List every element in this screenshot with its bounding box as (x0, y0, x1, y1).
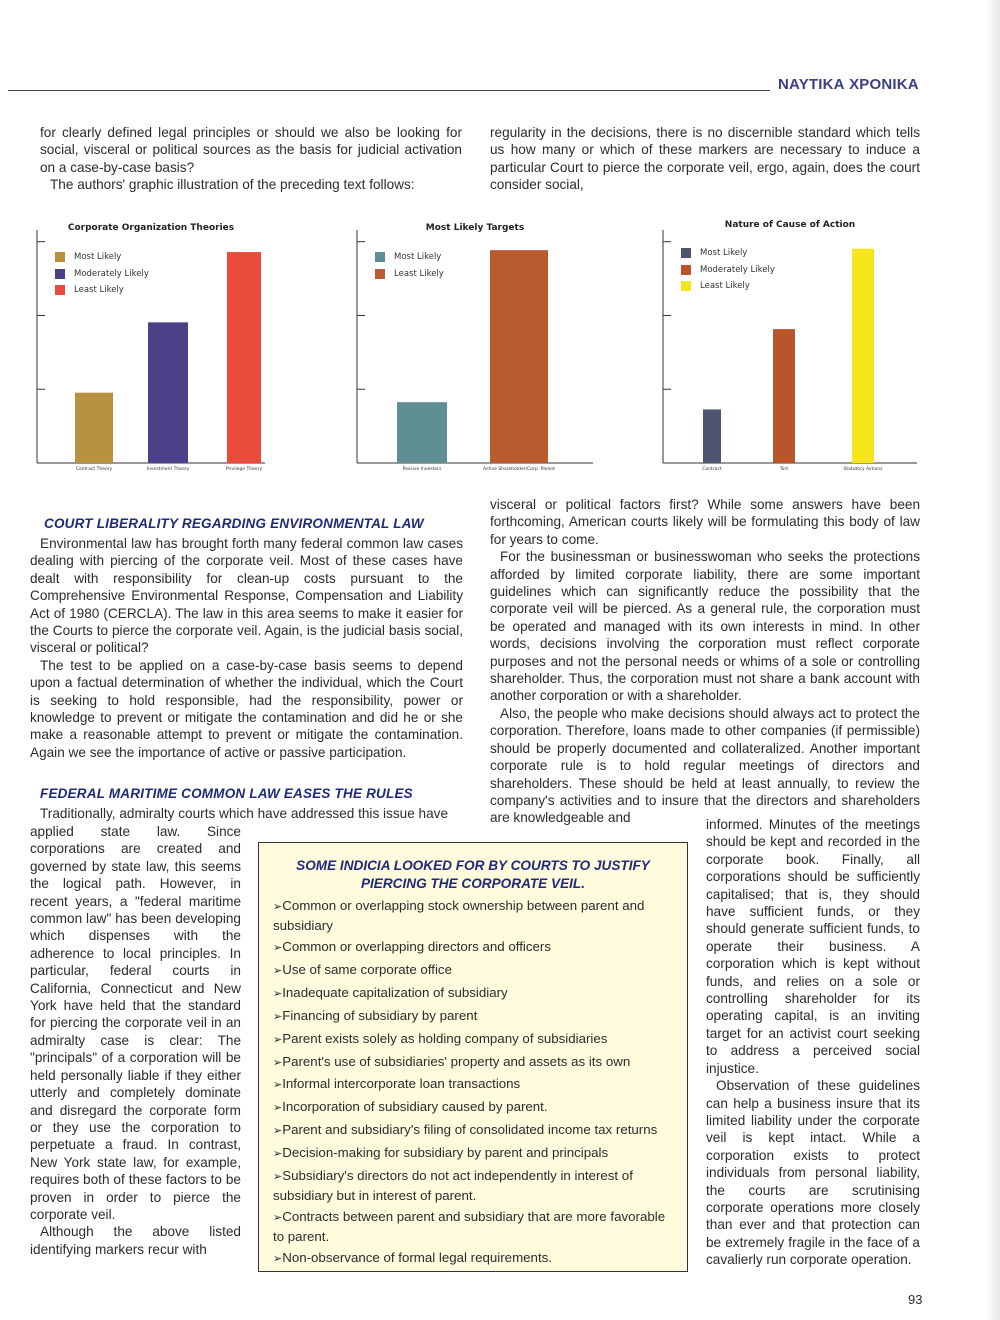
legend-label: Most Likely (394, 252, 442, 263)
indicia-item (273, 1075, 677, 1095)
body-paragraph: informed. Minutes of the meetings should be kept and recorded in the corporate book. Finally, all corporations should be sufficiently capitalised; that is, they should have sufficient funds, or they should generate sufficient funds, to operate their business. A corporation which is kept without funds, and relies on a sole or controlling shareholder for its operating capital, is an inviting target for an activist court seeking to address a perceived social injustice. (706, 817, 920, 1076)
arrow-bullet-icon: ➢ (273, 1033, 283, 1046)
indicia-item-text: Parent and subsidiary's filing of consolidated income tax returns (282, 1122, 658, 1138)
legend-label: Most Likely (74, 252, 122, 263)
arrow-bullet-icon: ➢ (273, 1148, 283, 1161)
intro-left-column (40, 124, 462, 194)
right-column-upper (490, 496, 920, 827)
indicia-item-text: Parent exists solely as holding company of subsidiaries (282, 1030, 608, 1046)
chart-legend (375, 249, 444, 282)
body-paragraph: Also, the people who make decisions should always act to protect the corporation. Therefore, loans made to other companies (if permissible) should be properly documented and collateralized. Another important corporate rule is to hold regular meetings of directors and shareholders. These should be held at least annually, to review the company's activities and to insure that the directors and shareholders are knowledgeable and (490, 705, 920, 826)
chart-nature-of-cause-of-action (661, 218, 919, 472)
body-paragraph: Observation of these guidelines can help a business insure that its limited liability under the corporate veil is kept intact. While a corporation exists to protect individuals from personal liability, the courts are scrutinising corporate operations more closely than ever and that protection can be extremely fragile in the face of a cavalierly run corporate operation. (706, 1078, 920, 1268)
legend-swatch (681, 248, 691, 258)
indicia-item-text: Parent's use of subsidiaries' property and assets as its own (282, 1053, 631, 1069)
body-paragraph: applied state law. Since corporations are created and governed by state law, this seems the logical path. However, in recent years, a "federal maritime common law" has been developing which dispenses with the adherence to local principles. In particular, federal courts in California, Connecticut and New York have held that the standard for piercing the corporate veil in an admiralty case is clear: The "principals" of a corporation will be held personally liable if they either utterly and completely dominate and disregard the corporate form or they use the corporation to perpetuate a fraud. In contrast, New York state law, for example, requires both of these factors to be proven in order to pierce the corporate veil. (30, 824, 241, 1222)
header-rule (8, 90, 770, 91)
arrow-bullet-icon: ➢ (273, 1125, 283, 1138)
intro-left-paragraph-2: The authors' graphic illustration of the preceding text follows: (50, 177, 415, 193)
x-tick-label: Contract (702, 467, 722, 472)
indicia-item-text: Non-observance of formal legal requirements. (282, 1249, 552, 1265)
indicia-item (273, 1030, 677, 1050)
bar (773, 329, 795, 463)
indicia-box (258, 842, 688, 1272)
maritime-intro-line (30, 805, 463, 822)
arrow-bullet-icon: ➢ (273, 901, 283, 913)
x-tick-label: Passive Investors (402, 467, 442, 472)
x-tick-label: Privilege Theory (225, 467, 263, 472)
legend-label: Moderately Likely (74, 268, 149, 279)
body-paragraph: Although the above listed identifying markers recur with (30, 1224, 241, 1257)
x-tick-label: Tort (779, 467, 789, 472)
bar (397, 402, 447, 463)
arrow-bullet-icon: ➢ (273, 987, 283, 1000)
chart-legend (55, 249, 149, 299)
x-tick-label: Active Shareholder/Corp. Parent (482, 467, 556, 472)
chart-corporate-organization-theories (35, 218, 267, 476)
bar (490, 250, 548, 463)
indicia-item-text: Subsidiary's directors do not act independently in interest of subsidiary but in interest of parent. (273, 1168, 633, 1204)
chart-title: Corporate Organization Theories (67, 223, 235, 233)
indicia-item-text: Common or overlapping directors and officers (282, 938, 551, 954)
indicia-item (273, 1144, 677, 1164)
legend-swatch (55, 285, 65, 295)
legend-swatch (375, 252, 385, 262)
indicia-item (273, 1121, 677, 1141)
page-number: 93 (908, 1292, 923, 1307)
indicia-item (273, 1007, 677, 1027)
bar (148, 322, 188, 463)
chart-title: Nature of Cause of Action (724, 220, 856, 230)
x-tick-label: Investment Theory (146, 467, 190, 472)
x-tick-label: Statutory Actions (843, 467, 883, 472)
legend-label: Moderately Likely (700, 264, 775, 275)
indicia-item-text: Decision-making for subsidiary by parent and principals (282, 1145, 609, 1161)
legend-swatch (375, 269, 385, 279)
indicia-item (273, 897, 677, 934)
section-heading-environmental: COURT LIBERALITY REGARDING ENVIRONMENTAL LAW (44, 516, 424, 531)
box-title-line: SOME INDICIA LOOKED FOR BY COURTS TO JUSTIFY (296, 858, 650, 873)
indicia-item (273, 1098, 677, 1118)
indicia-item-text: Financing of subsidiary by parent (282, 1007, 478, 1023)
page-edge-shadow (986, 0, 1000, 1320)
bar (852, 249, 874, 463)
body-paragraph: The test to be applied on a case-by-case basis seems to depend upon a factual determination of whether the individual, which the Court is seeking to hold responsible, had the responsibility, power or knowledge to prevent or mitigate the contamination and did he or she make a reasonable attempt to prevent or mitigate the contamination. Again we see the importance of active or passive participation. (30, 657, 463, 760)
body-paragraph: visceral or political factors first? While some answers have been forthcoming, American courts likely will be formulating this body of law for years to come. (490, 497, 920, 547)
indicia-item-text: Incorporation of subsidiary caused by parent. (282, 1099, 548, 1115)
body-paragraph: Environmental law has brought forth many federal common law cases dealing with piercing of the corporate veil. Most of these cases have dealt with responsibility for clean-up costs pursuant to the Comprehensive Environmental Response, Compensation and Liability Act of 1980 (CERCLA). The law in this area seems to make it easier for the Courts to pierce the corporate veil. Again, is the judicial basis social, visceral or political? (30, 536, 463, 656)
indicia-item-text: Common or overlapping stock ownership between parent and subsidiary (273, 898, 645, 933)
chart-title: Most Likely Targets (425, 223, 525, 233)
intro-right-paragraph: regularity in the decisions, there is no discernible standard which tells us how many or which of these markers are necessary to induce a particular Court to pierce the corporate veil, ergo, again, does the court consider social, (490, 125, 920, 193)
indicia-box-title (259, 857, 687, 893)
environmental-section (30, 535, 463, 761)
box-title-line: PIERCING THE CORPORATE VEIL. (360, 876, 586, 891)
indicia-item-text: Informal intercorporate loan transactions (282, 1076, 521, 1092)
indicia-item-text: Use of same corporate office (282, 961, 452, 977)
indicia-item-text: Inadequate capitalization of subsidiary (282, 984, 508, 1000)
body-paragraph: Traditionally, admiralty courts which have addressed this issue have (40, 806, 449, 821)
bar (703, 409, 721, 463)
arrow-bullet-icon: ➢ (273, 1010, 283, 1023)
magazine-title: ΝΑΥΤΙΚΑ ΧΡΟΝΙΚΑ (778, 76, 919, 93)
legend-label: Least Likely (394, 268, 444, 279)
right-narrow-column (706, 816, 920, 1269)
indicia-item (273, 1249, 677, 1269)
indicia-item (273, 1167, 677, 1204)
indicia-item (273, 938, 677, 958)
bar (227, 252, 261, 463)
chart-most-likely-targets (355, 218, 595, 476)
legend-swatch (55, 269, 65, 279)
section-heading-maritime: FEDERAL MARITIME COMMON LAW EASES THE RULES (40, 786, 413, 801)
body-paragraph: For the businessman or businesswoman who seeks the protections afforded by limited corporate liability, there are some important guidelines which can significantly reduce the possibility that the corporate veil will be pierced. As a general rule, the corporation must be operated and managed with its own interests in mind. In other words, decisions involving the corporation must reflect corporate purposes and not the personal needs or whims of a sole or controlling shareholder. Thus, the corporation must not share a bank account with another corporation or with a shareholder. (490, 549, 920, 704)
arrow-bullet-icon: ➢ (273, 1212, 283, 1224)
arrow-bullet-icon: ➢ (273, 1252, 283, 1265)
intro-right-column (490, 124, 920, 194)
indicia-item-text: Contracts between parent and subsidiary that are more favorable to parent. (273, 1209, 666, 1244)
legend-swatch (55, 252, 65, 262)
indicia-item (273, 961, 677, 981)
legend-swatch (681, 281, 691, 291)
arrow-bullet-icon: ➢ (273, 964, 283, 977)
x-tick-label: Contract Theory (75, 467, 113, 472)
legend-swatch (681, 265, 691, 275)
bar (75, 393, 113, 463)
arrow-bullet-icon: ➢ (273, 1102, 283, 1115)
legend-label: Least Likely (700, 281, 750, 292)
arrow-bullet-icon: ➢ (273, 1079, 283, 1092)
indicia-item (273, 1053, 677, 1073)
indicia-item (273, 984, 677, 1004)
maritime-narrow-column (30, 823, 241, 1258)
indicia-list (273, 897, 677, 1272)
arrow-bullet-icon: ➢ (273, 1171, 283, 1184)
chart-legend (681, 245, 775, 295)
intro-left-paragraph: for clearly defined legal principles or should we also be looking for social, visceral or political sources as the basis for judicial activation on a case-by-case basis? (40, 125, 462, 175)
indicia-item (273, 1208, 677, 1245)
legend-label: Least Likely (74, 285, 124, 296)
arrow-bullet-icon: ➢ (273, 941, 283, 954)
arrow-bullet-icon: ➢ (273, 1056, 283, 1069)
legend-label: Most Likely (700, 248, 748, 259)
